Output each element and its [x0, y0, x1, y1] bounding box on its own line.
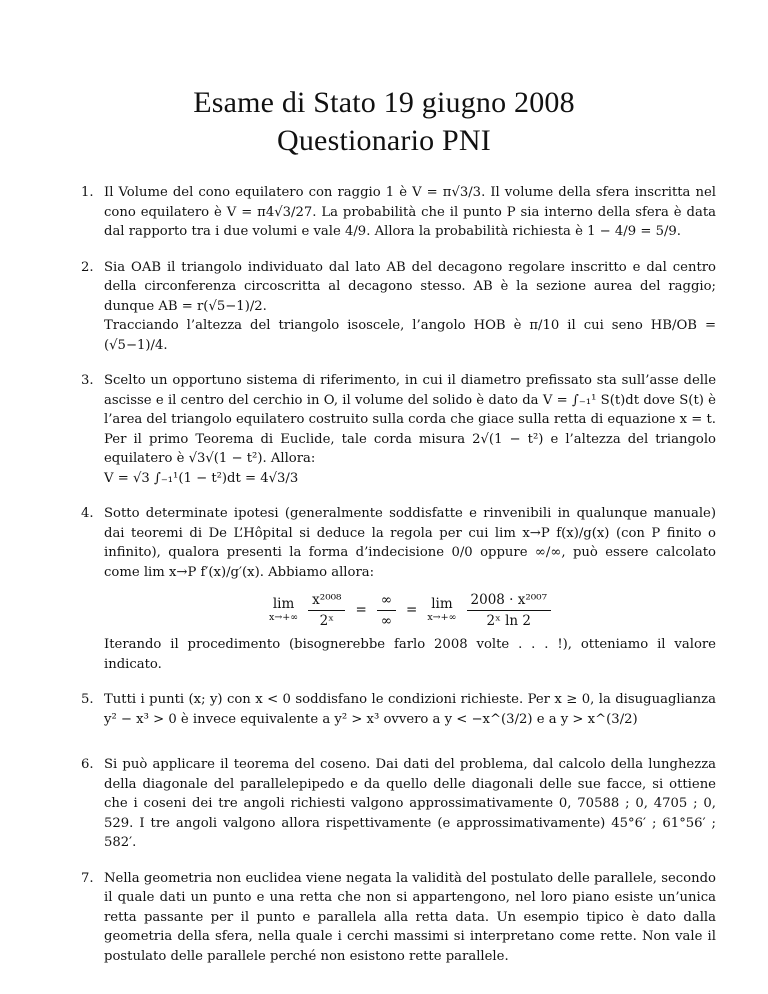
item-number: 1.	[81, 185, 94, 200]
title-line-2: Questionario PNI	[276, 124, 491, 157]
title-line-1: Esame di Stato 19 giugno 2008	[193, 86, 575, 119]
list-item	[81, 690, 716, 729]
item-number: 4.	[81, 506, 94, 521]
list-item	[81, 755, 716, 853]
fraction-3: $\frac{\text{2008 · x²⁰⁰⁷}}{\text{2ˣ ln 2}}$	[467, 592, 552, 629]
list-item	[81, 258, 716, 356]
question-list	[81, 183, 716, 966]
list-item	[81, 504, 716, 674]
list-item	[81, 183, 716, 242]
item-text: Scelto un opportuno sistema di riferimento, in cui il diametro prefissato sta sull’asse delle ascisse e il centro del cerchio in O, il volume del solido è dato da V = ∫₋₁¹ S(t)dt dove S(t) è l’area del triangolo equilatero costruito sulla corda che giace sulla retta di equazione x = t.	[104, 373, 716, 427]
list-item	[81, 371, 716, 488]
equals-sign: =	[355, 601, 367, 618]
equals-sign: =	[406, 601, 418, 618]
item-text: Si può applicare il teorema del coseno. Dai dati del problema, dal calcolo della lunghezza della diagonale del parallelepipedo e da quello delle diagonali delle sue facce, si ottiene che i coseni dei tre angoli richiesti valgono approssimativamente 0, 70588 ; 0, 4705 ; 0, 529. I tre angoli valgono allora rispettivamente (e approssimativamente) 45°6′ ; 61°56′ ; 582′.	[104, 757, 716, 850]
item-text-2: Per il primo Teorema di Euclide, tale corda misura 2√(1 − t²) e l’altezza del triangolo equilatero è √3√(1 − t²). Allora:	[104, 431, 716, 466]
fraction-1: $\frac{\text{x²⁰⁰⁸}}{\text{2ˣ}}$	[308, 592, 345, 629]
fraction-2: $\frac{\infty}{\infty}$	[377, 592, 396, 629]
item-text: Il Volume del cono equilatero con raggio 1 è V = π√3/3. Il volume della sfera inscritta nel cono equilatero è V = π4√3/27. La probabilità che il punto P sia interno della sfera è data dal rapporto tra i due volumi e vale 4/9. Allora la probabilità richiesta è 1 − 4/9 = 5/9.	[104, 185, 716, 239]
limit-operator: lim x→+∞	[268, 595, 299, 623]
item-number: 3.	[81, 373, 94, 388]
limit-operator: lim x→+∞	[427, 595, 457, 623]
limit-formula	[104, 592, 716, 629]
item-text-3: V = √3 ∫₋₁¹(1 − t²)dt = 4√3/3	[104, 470, 299, 486]
item-text: Nella geometria non euclidea viene negata la validità del postulato delle parallele, secondo il quale dati un punto e una retta che non si appartengono, nel loro piano esiste un’unica retta passante per il punto e parallela alla retta data. Un esempio tipico è dato dalla geometria della sfera, nella quale i cerchi massimi si interpretano come rette. Non vale il postulato delle parallele perché non esistono rette parallele.	[104, 870, 716, 964]
item-number: 7.	[81, 870, 94, 886]
item-number: 2.	[81, 259, 94, 275]
item-number: 5.	[81, 692, 94, 707]
item-text-2: Tracciando l’altezza del triangolo isoscele, l’angolo HOB è π/10 il cui seno HB/OB = (√5−1)/4.	[104, 318, 716, 353]
item-text-2: Iterando il procedimento (bisognerebbe farlo 2008 volte . . . !), otteniamo il valore indicato.	[104, 637, 716, 672]
item-text: Sia OAB il triangolo individuato dal lato AB del decagono regolare inscritto e dal centro della circonferenza circoscritta al decagono stesso. AB è la sezione aurea del raggio; dunque AB = r(√5−1)/2.	[104, 259, 716, 314]
item-text: Tutti i punti (x; y) con x < 0 soddisfano le condizioni richieste. Per x ≥ 0, la disuguaglianza y² − x³ > 0 è invece equivalente a y² > x³ ovvero a y < −x^(3/2) e a y > x^(3/2)	[104, 692, 716, 727]
list-item	[81, 869, 716, 967]
item-number: 6.	[81, 757, 94, 772]
item-text: Sotto determinate ipotesi (generalmente soddisfatte e rinvenibili in qualunque manuale) dai teoremi di De L’Hôpital si deduce la regola per cui lim x→P f(x)/g(x) (con P finito o infinito), qualora presenti la forma d’indecisione 0/0 oppure ∞/∞, può essere calcolato come lim x→P f′(x)/g′(x). Abbiamo allora:	[104, 506, 716, 580]
